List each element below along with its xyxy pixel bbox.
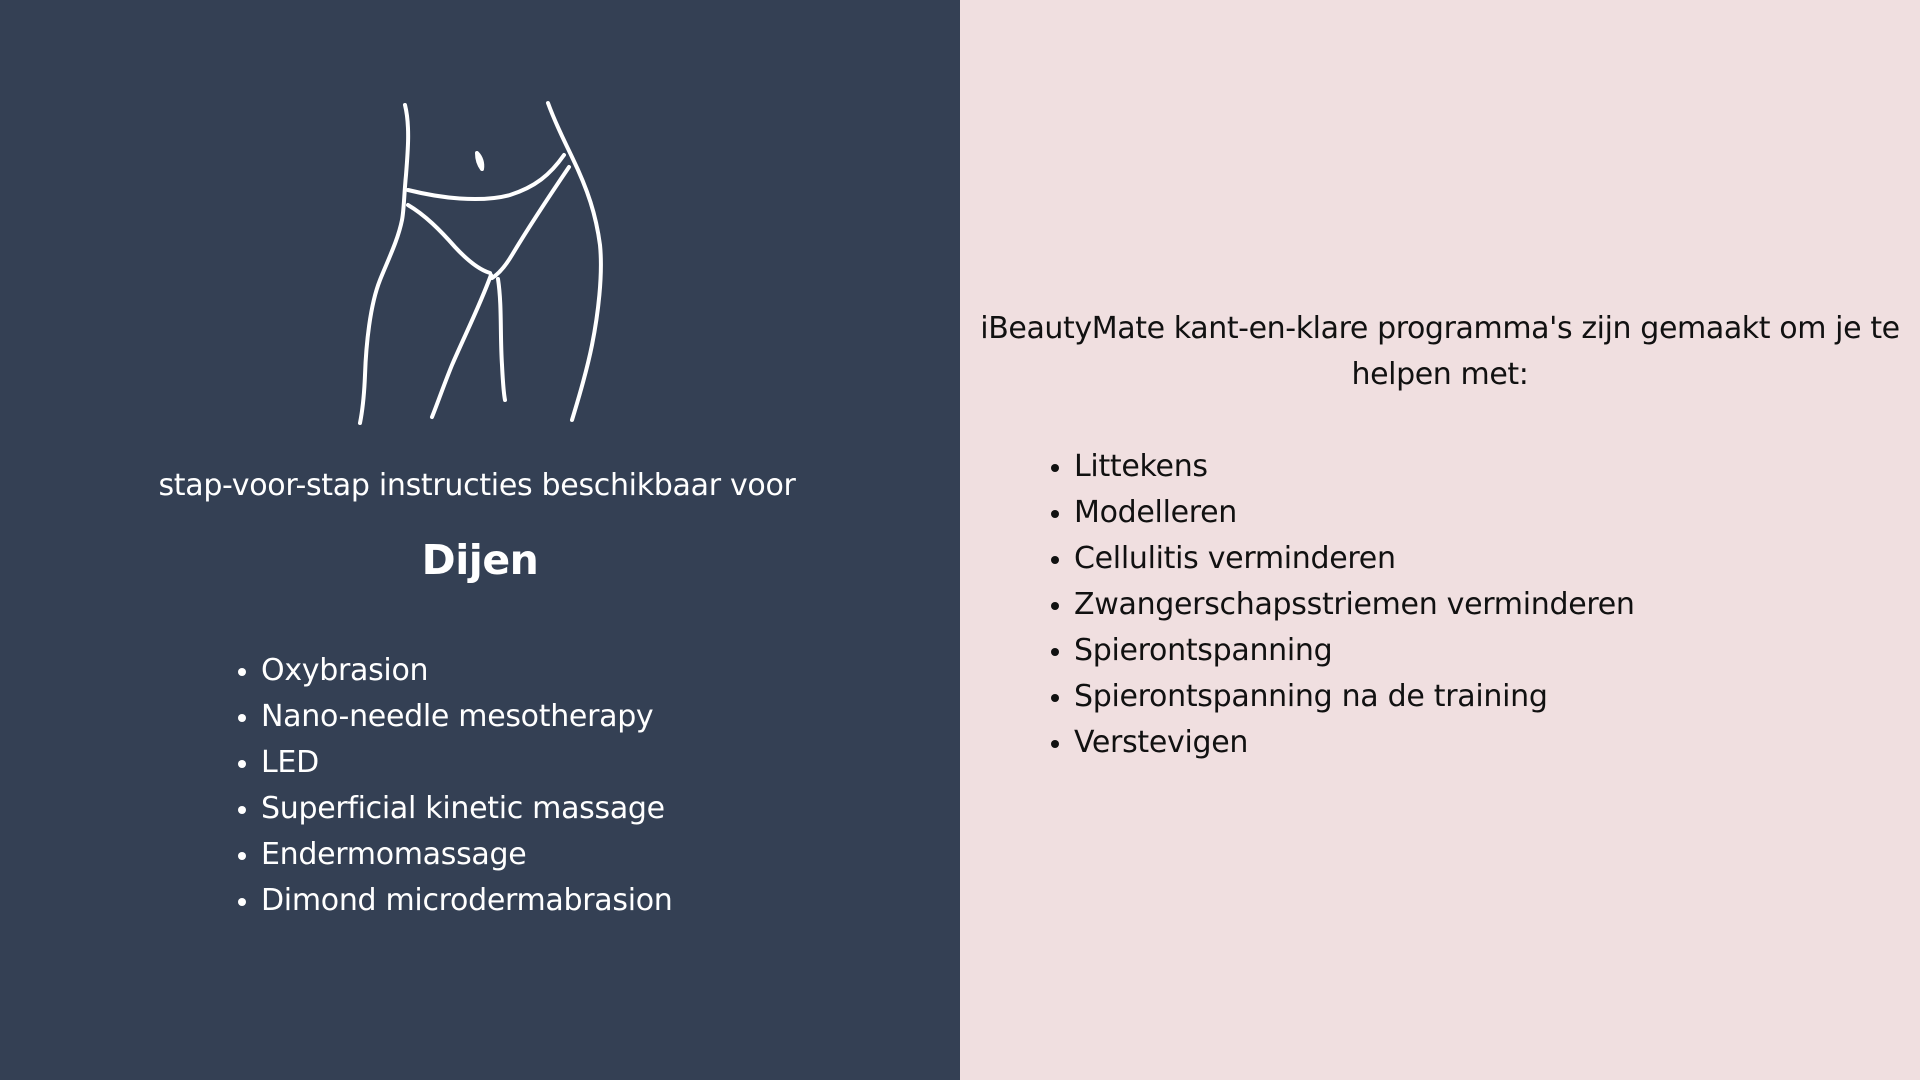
benefit-label: Zwangerschapsstriemen verminderen [1074, 587, 1635, 622]
list-item [236, 694, 673, 740]
treatment-label: Superficial kinetic massage [261, 791, 665, 826]
list-item [1049, 628, 1635, 674]
list-item [1049, 720, 1635, 766]
treatment-label: Nano-needle mesotherapy [261, 699, 654, 734]
intro-text: iBeautyMate kant-en-klare programma's zijn gemaakt om je te helpen met: [980, 311, 1900, 392]
benefit-label: Cellulitis verminderen [1074, 541, 1396, 576]
benefit-label: Modelleren [1074, 495, 1238, 530]
list-item [1049, 490, 1635, 536]
thighs-body-outline-icon [340, 95, 620, 430]
bullet-icon [238, 806, 246, 814]
list-item [236, 878, 673, 924]
list-item [1049, 674, 1635, 720]
treatment-label: Dimond microdermabrasion [261, 883, 673, 918]
treatment-label: LED [261, 745, 319, 780]
bullet-icon [1051, 556, 1059, 564]
list-item [1049, 582, 1635, 628]
right-panel [960, 0, 1920, 1080]
bullet-icon [1051, 740, 1059, 748]
subtitle: stap-voor-stap instructies beschikbaar voor [158, 468, 796, 503]
bullet-icon [1051, 694, 1059, 702]
bullet-icon [1051, 510, 1059, 518]
treatment-label: Oxybrasion [261, 653, 429, 688]
bullet-icon [1051, 602, 1059, 610]
list-item [236, 648, 673, 694]
benefit-label: Spierontspanning [1074, 633, 1333, 668]
bullet-icon [238, 760, 246, 768]
bullet-icon [238, 898, 246, 906]
list-item [236, 740, 673, 786]
benefit-list [1049, 444, 1635, 766]
benefit-label: Littekens [1074, 449, 1208, 484]
list-item [236, 786, 673, 832]
benefit-label: Spierontspanning na de training [1074, 679, 1548, 714]
list-item [236, 832, 673, 878]
treatment-list [236, 648, 673, 924]
benefit-label: Verstevigen [1074, 725, 1249, 760]
bullet-icon [238, 714, 246, 722]
treatment-label: Endermomassage [261, 837, 527, 872]
list-item [1049, 536, 1635, 582]
area-title: Dijen [421, 536, 539, 584]
bullet-icon [1051, 648, 1059, 656]
bullet-icon [1051, 464, 1059, 472]
list-item [1049, 444, 1635, 490]
bullet-icon [238, 668, 246, 676]
bullet-icon [238, 852, 246, 860]
